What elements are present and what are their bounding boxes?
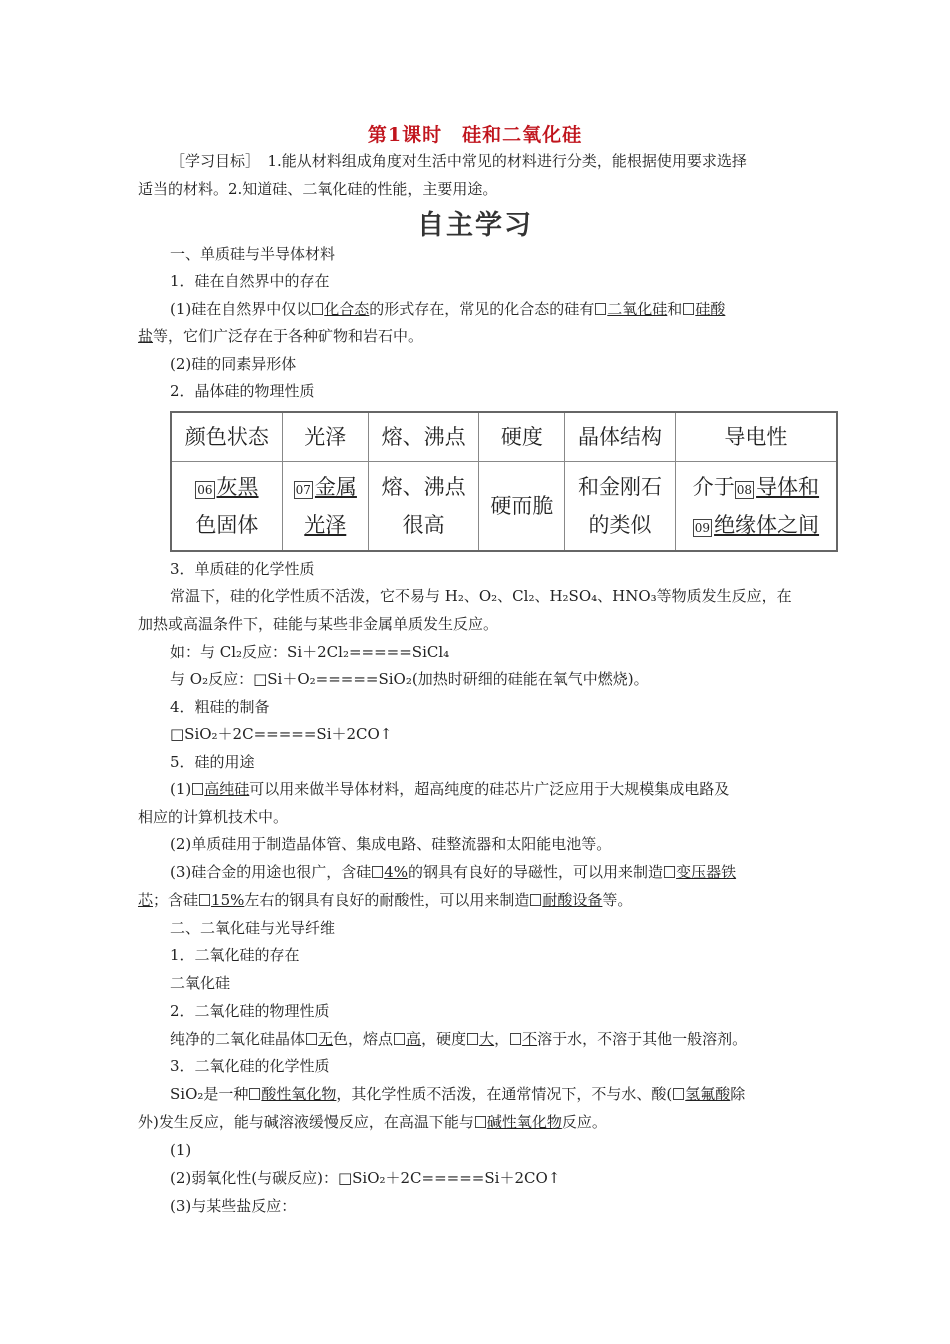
part1-s1-title: 1．硅在自然界中的存在	[170, 272, 330, 290]
part1-s5-p1	[170, 778, 729, 800]
objectives-line-1: ［学习目标］ 1.能从材料组成角度对生活中常见的材料进行分类，能根据使用要求选择	[170, 152, 747, 170]
answer-text: 金属	[314, 475, 357, 499]
answer-text: 氢氟酸	[685, 1085, 731, 1103]
part1-s1-para	[170, 298, 725, 320]
answer-text: 盐	[138, 327, 154, 345]
answer-text: 灰黑	[216, 475, 259, 499]
section-heading: 自主学习	[417, 210, 533, 241]
answer-text: 酸性氧化物	[261, 1085, 337, 1103]
answer-text: 耐酸设备	[542, 891, 603, 909]
answer-text: 硅酸	[695, 300, 726, 318]
objectives-line-2: 适当的材料。2.知道硅、二氧化硅的性能，主要用途。	[138, 180, 498, 198]
answer-box	[664, 866, 675, 878]
text: 色，熔点	[333, 1030, 394, 1048]
table-cell	[565, 462, 676, 552]
answer-text: 高纯硅	[204, 780, 250, 798]
answer-box	[394, 1033, 405, 1045]
part1-s4-p1: □SiO₂＋2C=====Si＋2CO↑	[170, 725, 393, 743]
part2-s2-p1	[170, 1028, 747, 1050]
text: 左右的钢具有良好的耐酸性，可以用来制造	[244, 891, 530, 909]
part1-s5-p4	[170, 861, 736, 883]
text: 反应。	[561, 1113, 607, 1131]
text: 和	[667, 300, 683, 318]
text: 溶于水，不溶于其他一般溶剂。	[537, 1030, 748, 1048]
table-header: 硬度	[479, 412, 565, 462]
answer-text: 高	[406, 1030, 422, 1048]
answer-text: 4%	[384, 863, 409, 881]
table-cell	[675, 462, 837, 552]
text: (1)	[170, 780, 192, 798]
answer-box	[595, 303, 606, 315]
part2-s3-p2	[138, 1111, 607, 1133]
text: 的钢具有良好的导磁性，可以用来制造	[408, 863, 664, 881]
table-header: 熔、沸点	[368, 412, 479, 462]
text: 纯净的二氧化硅晶体	[170, 1030, 306, 1048]
text: 的形式存在，常见的化合态的硅有	[369, 300, 595, 318]
answer-text: 大	[479, 1030, 495, 1048]
part2-s1-title: 1．二氧化硅的存在	[170, 946, 300, 964]
part1-s4-title: 4．粗硅的制备	[170, 698, 270, 716]
answer-text: 绝缘体之间	[714, 513, 820, 537]
answer-text: 光泽	[304, 513, 347, 537]
part2-s3-title: 3．二氧化硅的化学性质	[170, 1057, 330, 1075]
part1-s1-p2: (2)硅的同素异形体	[170, 355, 297, 373]
part1-s1-para-cont	[138, 325, 423, 347]
table-header: 颜色状态	[171, 412, 282, 462]
part2-s3-p1	[170, 1083, 745, 1105]
answer-box	[249, 1088, 260, 1100]
table-cell	[368, 462, 479, 552]
answer-text: 变压器铁	[676, 863, 737, 881]
answer-box	[306, 1033, 317, 1045]
part1-s5-p5	[138, 889, 632, 911]
answer-box	[467, 1033, 478, 1045]
answer-number: 07	[295, 483, 311, 497]
answer-number: 06	[197, 483, 213, 497]
part1-s2-title: 2．晶体硅的物理性质	[170, 382, 315, 400]
table-header: 导电性	[675, 412, 837, 462]
cell-text: 介于	[692, 475, 735, 499]
part2-s2-title: 2．二氧化硅的物理性质	[170, 1002, 330, 1020]
part1-title: 一、单质硅与半导体材料	[170, 245, 336, 263]
part1-s5-p2: 相应的计算机技术中。	[138, 808, 289, 826]
text: (3)硅合金的用途也很广，含硅	[170, 863, 372, 881]
text: 可以用来做半导体材料，超高纯度的硅芯片广泛应用于大规模集成电路及	[249, 780, 730, 798]
answer-number: 09	[694, 521, 711, 535]
table-cell	[282, 462, 368, 552]
text: 等。	[602, 891, 633, 909]
table-header: 晶体结构	[565, 412, 676, 462]
part2-s3-p4: (2)弱氧化性(与碳反应)：□SiO₂＋2C=====Si＋2CO↑	[170, 1169, 561, 1187]
text: 外)发生反应，能与碱溶液缓慢反应，在高温下能与	[138, 1113, 474, 1131]
answer-text: 无	[318, 1030, 334, 1048]
cell-text: 色固体	[195, 513, 259, 537]
text: (1)硅在自然界中仅以	[170, 300, 312, 318]
answer-box	[475, 1116, 486, 1128]
answer-box	[372, 866, 383, 878]
part2-s3-p3: (1)	[170, 1141, 192, 1159]
answer-text: 导体和	[756, 475, 820, 499]
text: ，	[494, 1030, 510, 1048]
answer-box	[192, 783, 203, 795]
part1-s5-p3: (2)单质硅用于制造晶体管、集成电路、硅整流器和太阳能电池等。	[170, 835, 612, 853]
part1-s3-title: 3．单质硅的化学性质	[170, 560, 315, 578]
text: ，硬度	[421, 1030, 467, 1048]
text: ；含硅	[153, 891, 199, 909]
part2-title: 二、二氧化硅与光导纤维	[170, 919, 336, 937]
cell-text: 和金刚石	[578, 475, 663, 499]
table-cell	[171, 462, 282, 552]
part1-s3-p4: 与 O₂反应：□Si＋O₂=====SiO₂(加热时研细的硅能在氧气中燃烧)。	[170, 670, 649, 688]
cell-text: 很高	[402, 513, 445, 537]
answer-text: 碱性氧化物	[486, 1113, 562, 1131]
text: 除	[730, 1085, 746, 1103]
answer-text: 二氧化硅	[607, 300, 668, 318]
answer-box	[510, 1033, 521, 1045]
answer-box	[683, 303, 694, 315]
cell-text: 熔、沸点	[381, 475, 466, 499]
answer-text: 15%	[211, 891, 245, 909]
text: ，其化学性质不活泼，在通常情况下，不与水、酸(	[336, 1085, 673, 1103]
part2-s1-p1: 二氧化硅	[170, 974, 231, 992]
answer-text: 芯	[138, 891, 154, 909]
answer-number: 08	[736, 483, 753, 497]
answer-box	[530, 894, 541, 906]
answer-box	[199, 894, 210, 906]
part1-s3-p2: 加热或高温条件下，硅能与某些非金属单质发生反应。	[138, 615, 499, 633]
text: 等，它们广泛存在于各种矿物和岩石中。	[153, 327, 424, 345]
silicon-properties-table	[170, 411, 838, 552]
cell-text: 的类似	[588, 513, 652, 537]
table-cell: 硬而脆	[479, 462, 565, 552]
part1-s3-p1: 常温下，硅的化学性质不活泼，它不易与 H₂、O₂、Cl₂、H₂SO₄、HNO₃等物质发生反应，在	[170, 587, 792, 605]
answer-box	[312, 303, 323, 315]
part1-s3-p3: 如：与 Cl₂反应：Si＋2Cl₂=====SiCl₄	[170, 643, 450, 661]
part1-s5-title: 5．硅的用途	[170, 753, 255, 771]
page-title: 第1课时 硅和二氧化硅	[367, 124, 583, 146]
part2-s3-p5: (3)与某些盐反应：	[170, 1197, 297, 1215]
text: SiO₂是一种	[170, 1085, 249, 1103]
answer-text: 不	[522, 1030, 538, 1048]
table-header: 光泽	[282, 412, 368, 462]
answer-text: 化合态	[324, 300, 370, 318]
answer-box	[673, 1088, 684, 1100]
